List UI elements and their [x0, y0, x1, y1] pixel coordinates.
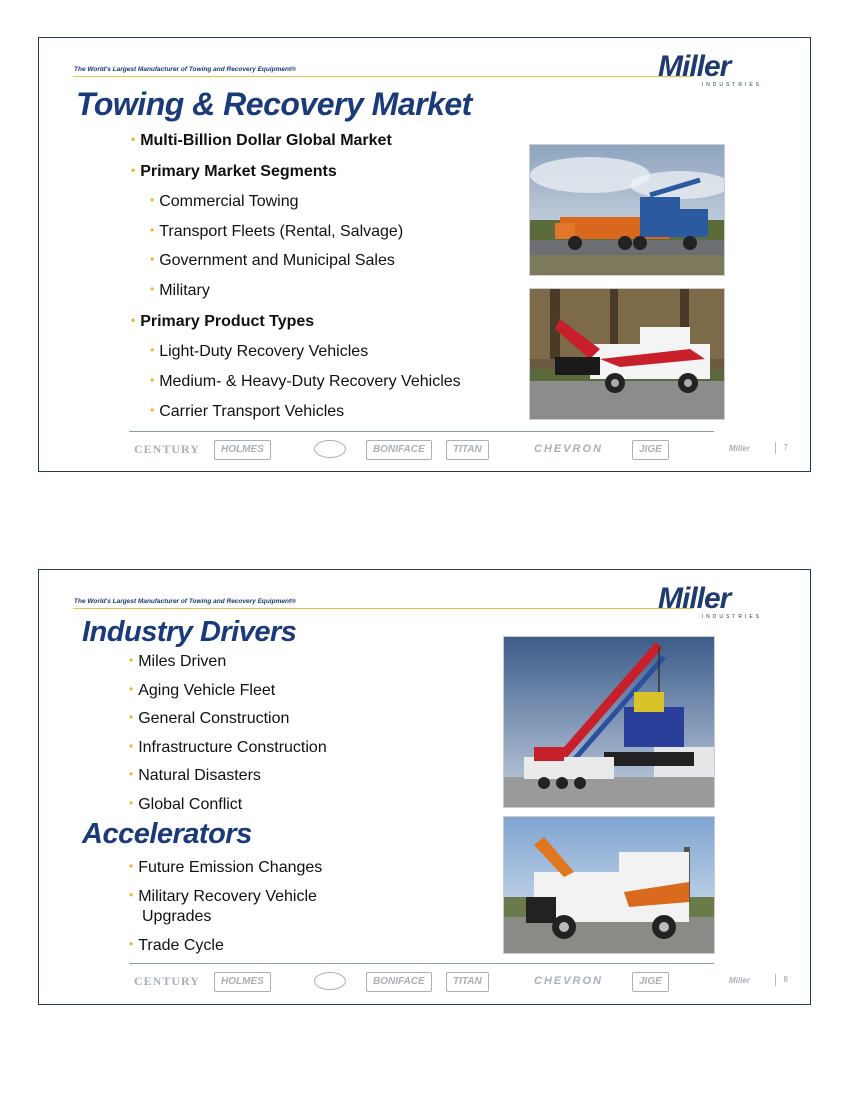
tow-truck-photo-1: [529, 144, 725, 276]
section-title-drivers: Industry Drivers: [82, 616, 297, 648]
slide-title: Towing & Recovery Market: [76, 86, 472, 122]
brand-strip: [134, 972, 794, 992]
brand-holmes: HOLMES: [214, 440, 271, 460]
brand-jige: JIGE: [632, 972, 669, 992]
list-item: • Miles Driven: [129, 653, 227, 670]
brand-chevron: CHEVRON: [534, 975, 604, 987]
list-item: • Medium- & Heavy-Duty Recovery Vehicles: [150, 373, 461, 390]
rotator-photo: [503, 636, 715, 808]
brand-titan: TITAN: [446, 972, 489, 992]
list-item: • Light-Duty Recovery Vehicles: [150, 343, 369, 360]
brand-jige: JIGE: [632, 440, 669, 460]
list-item: • Multi-Billion Dollar Global Market: [131, 132, 392, 149]
list-item: • Military: [150, 282, 210, 299]
miller-logo: [658, 50, 778, 90]
list-item: • Transport Fleets (Rental, Salvage): [150, 223, 404, 240]
page-number: 7: [783, 443, 788, 452]
brand-century: CENTURY: [134, 442, 200, 456]
list-item: • Natural Disasters: [129, 767, 261, 784]
list-item: • Commercial Towing: [150, 193, 299, 210]
list-item: • Future Emission Changes: [129, 859, 323, 876]
tagline: The World's Largest Manufacturer of Towing and Recovery Equipment®: [74, 598, 296, 605]
list-item: • Carrier Transport Vehicles: [150, 403, 345, 420]
logo-word: Miller: [658, 582, 731, 615]
brand-holmes: HOLMES: [214, 972, 271, 992]
brand-miller: Miller: [729, 444, 750, 453]
tagline-rule: [73, 608, 693, 609]
list-item-continuation: Upgrades: [142, 908, 212, 925]
list-item: • Aging Vehicle Fleet: [129, 682, 276, 699]
brand-boniface: BONIFACE: [366, 972, 432, 992]
logo-sub: INDUSTRIES: [701, 82, 762, 88]
list-item: • Infrastructure Construction: [129, 739, 327, 756]
brand-boniface: BONIFACE: [366, 440, 432, 460]
page-separator: [775, 442, 776, 454]
brand-miller: Miller: [729, 976, 750, 985]
tagline: The World's Largest Manufacturer of Towing and Recovery Equipment®: [74, 66, 296, 73]
footer-rule: [129, 431, 714, 432]
wrecker-photo: [503, 816, 715, 954]
slide-8: [38, 569, 811, 1005]
brand-vulcan-logo: [314, 440, 346, 458]
brand-chevron: CHEVRON: [534, 443, 604, 455]
footer-rule: [129, 963, 714, 964]
slide-7: [38, 37, 811, 472]
brand-titan: TITAN: [446, 440, 489, 460]
list-item: • Military Recovery Vehicle: [129, 888, 317, 905]
list-item: • Trade Cycle: [129, 937, 224, 954]
list-item: • Primary Product Types: [131, 313, 315, 330]
list-item: • General Construction: [129, 710, 290, 727]
brand-strip: [134, 440, 794, 460]
list-item: • Primary Market Segments: [131, 163, 337, 180]
logo-sub: INDUSTRIES: [701, 614, 762, 620]
logo-word: Miller: [658, 50, 731, 83]
brand-vulcan-logo: [314, 972, 346, 990]
miller-logo: [658, 582, 778, 622]
section-title-accelerators: Accelerators: [82, 818, 252, 850]
brand-century: CENTURY: [134, 974, 200, 988]
page-number: 8: [783, 975, 788, 984]
page-separator: [775, 974, 776, 986]
tow-truck-photo-2: [529, 288, 725, 420]
list-item: • Global Conflict: [129, 796, 243, 813]
tagline-rule: [73, 76, 693, 77]
list-item: • Government and Municipal Sales: [150, 252, 395, 269]
